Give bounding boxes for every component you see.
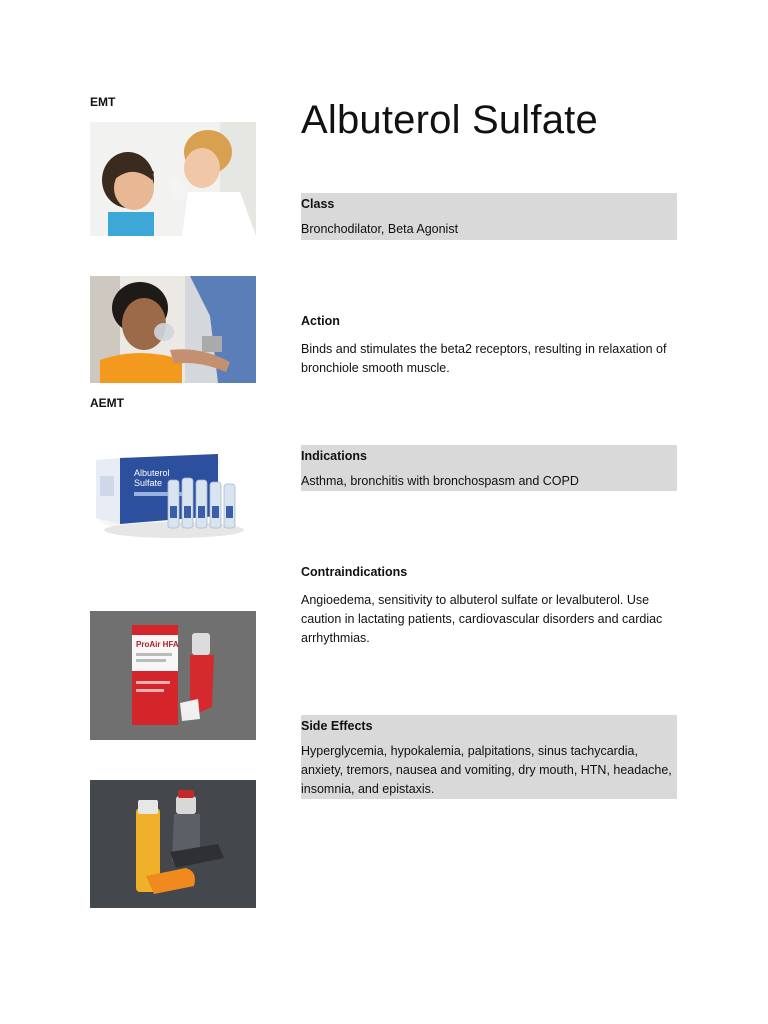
class-heading: Class: [301, 197, 335, 211]
emt-assessment-photo: [90, 122, 256, 236]
action-body: Binds and stimulates the beta2 receptors, resulting in relaxation of bronchiole smooth muscle.: [301, 342, 667, 375]
contraindications-section: [301, 561, 677, 650]
aemt-label: AEMT: [90, 396, 124, 410]
proair-inhaler-photo: [90, 611, 256, 740]
action-heading: Action: [301, 314, 340, 328]
emt-label: EMT: [90, 95, 116, 109]
side-effects-body: Hyperglycemia, hypokalemia, palpitations, sinus tachycardia, anxiety, tremors, nausea and vomiting, dry mouth, HTN, headache, insomnia, and epistaxis.: [301, 744, 672, 796]
emt-nebulizer-photo: [90, 276, 256, 383]
indications-section: [301, 445, 677, 491]
indications-heading: Indications: [301, 449, 367, 463]
contraindications-body: Angioedema, sensitivity to albuterol sulfate or levalbuterol. Use caution in lactating patients, cardiovascular disorders and cardiac arrhythmias.: [301, 593, 663, 645]
page-title: Albuterol Sulfate: [301, 98, 598, 142]
inhalers-photo: [90, 780, 256, 908]
contraindications-heading: Contraindications: [301, 565, 408, 579]
indications-body: Asthma, bronchitis with bronchospasm and COPD: [301, 474, 579, 488]
svg-text:Albuterol: Albuterol: [134, 468, 170, 478]
side-effects-heading: Side Effects: [301, 719, 373, 733]
class-section: [301, 193, 677, 240]
class-body: Bronchodilator, Beta Agonist: [301, 222, 459, 236]
action-section: [301, 310, 677, 380]
side-effects-section: [301, 715, 677, 799]
svg-text:ProAir HFA: ProAir HFA: [136, 640, 179, 649]
albuterol-box-photo: [90, 446, 256, 542]
svg-text:Sulfate: Sulfate: [134, 478, 163, 488]
